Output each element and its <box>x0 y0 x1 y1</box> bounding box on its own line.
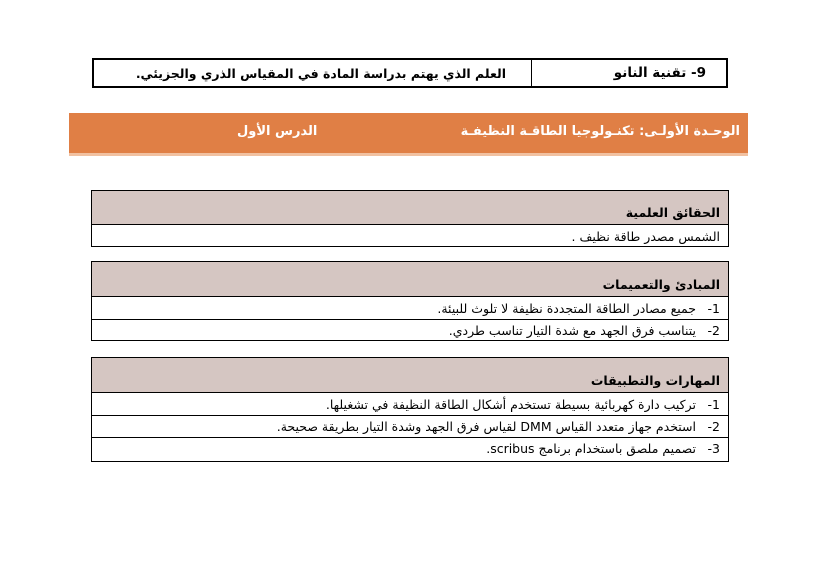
lesson-title: الدرس الأول <box>237 124 318 139</box>
section-heading: المهارات والتطبيقات <box>92 358 728 393</box>
top-definition-table <box>92 58 728 88</box>
item-text: يتناسب فرق الجهد مع شدة التيار تناسب طردي. <box>448 323 696 338</box>
list-item <box>92 437 728 459</box>
definition-term: 9- تقنية النانو <box>531 60 726 86</box>
item-number: 1- <box>707 396 720 412</box>
list-item <box>92 297 728 319</box>
item-text: تركيب دارة كهربائية بسيطة تستخدم أشكال الطاقة النظيفة في تشغيلها. <box>325 396 696 412</box>
unit-title: الوحـدة الأولـى: تكنـولوجيا الطاقـة النظيفـة <box>460 124 740 139</box>
unit-banner <box>69 113 748 156</box>
list-item <box>92 225 728 247</box>
definition-text: العلم الذي يهتم بدراسة المادة في المقياس الذري والجزيئي. <box>135 65 506 81</box>
list-item <box>92 393 728 415</box>
skills-section <box>91 357 729 462</box>
item-number: 1- <box>707 300 720 316</box>
item-number: 2- <box>707 419 720 434</box>
list-item <box>92 415 728 437</box>
item-text: استخدم جهاز متعدد القياس DMM لقياس فرق الجهد وشدة التيار بطريقة صحيحة. <box>276 419 696 434</box>
section-heading: الحقائق العلمية <box>92 191 728 225</box>
item-text: الشمس مصدر طاقة نظيف . <box>571 228 720 244</box>
section-heading: المبادئ والتعميمات <box>92 262 728 297</box>
scientific-facts-section <box>91 190 729 247</box>
item-text: جميع مصادر الطاقة المتجددة نظيفة لا تلوث للبيئة. <box>437 300 696 316</box>
item-number: 3- <box>707 441 720 456</box>
principles-section <box>91 261 729 341</box>
item-number: 2- <box>707 323 720 338</box>
item-text: تصميم ملصق باستخدام برنامج scribus. <box>486 441 696 456</box>
list-item <box>92 319 728 341</box>
